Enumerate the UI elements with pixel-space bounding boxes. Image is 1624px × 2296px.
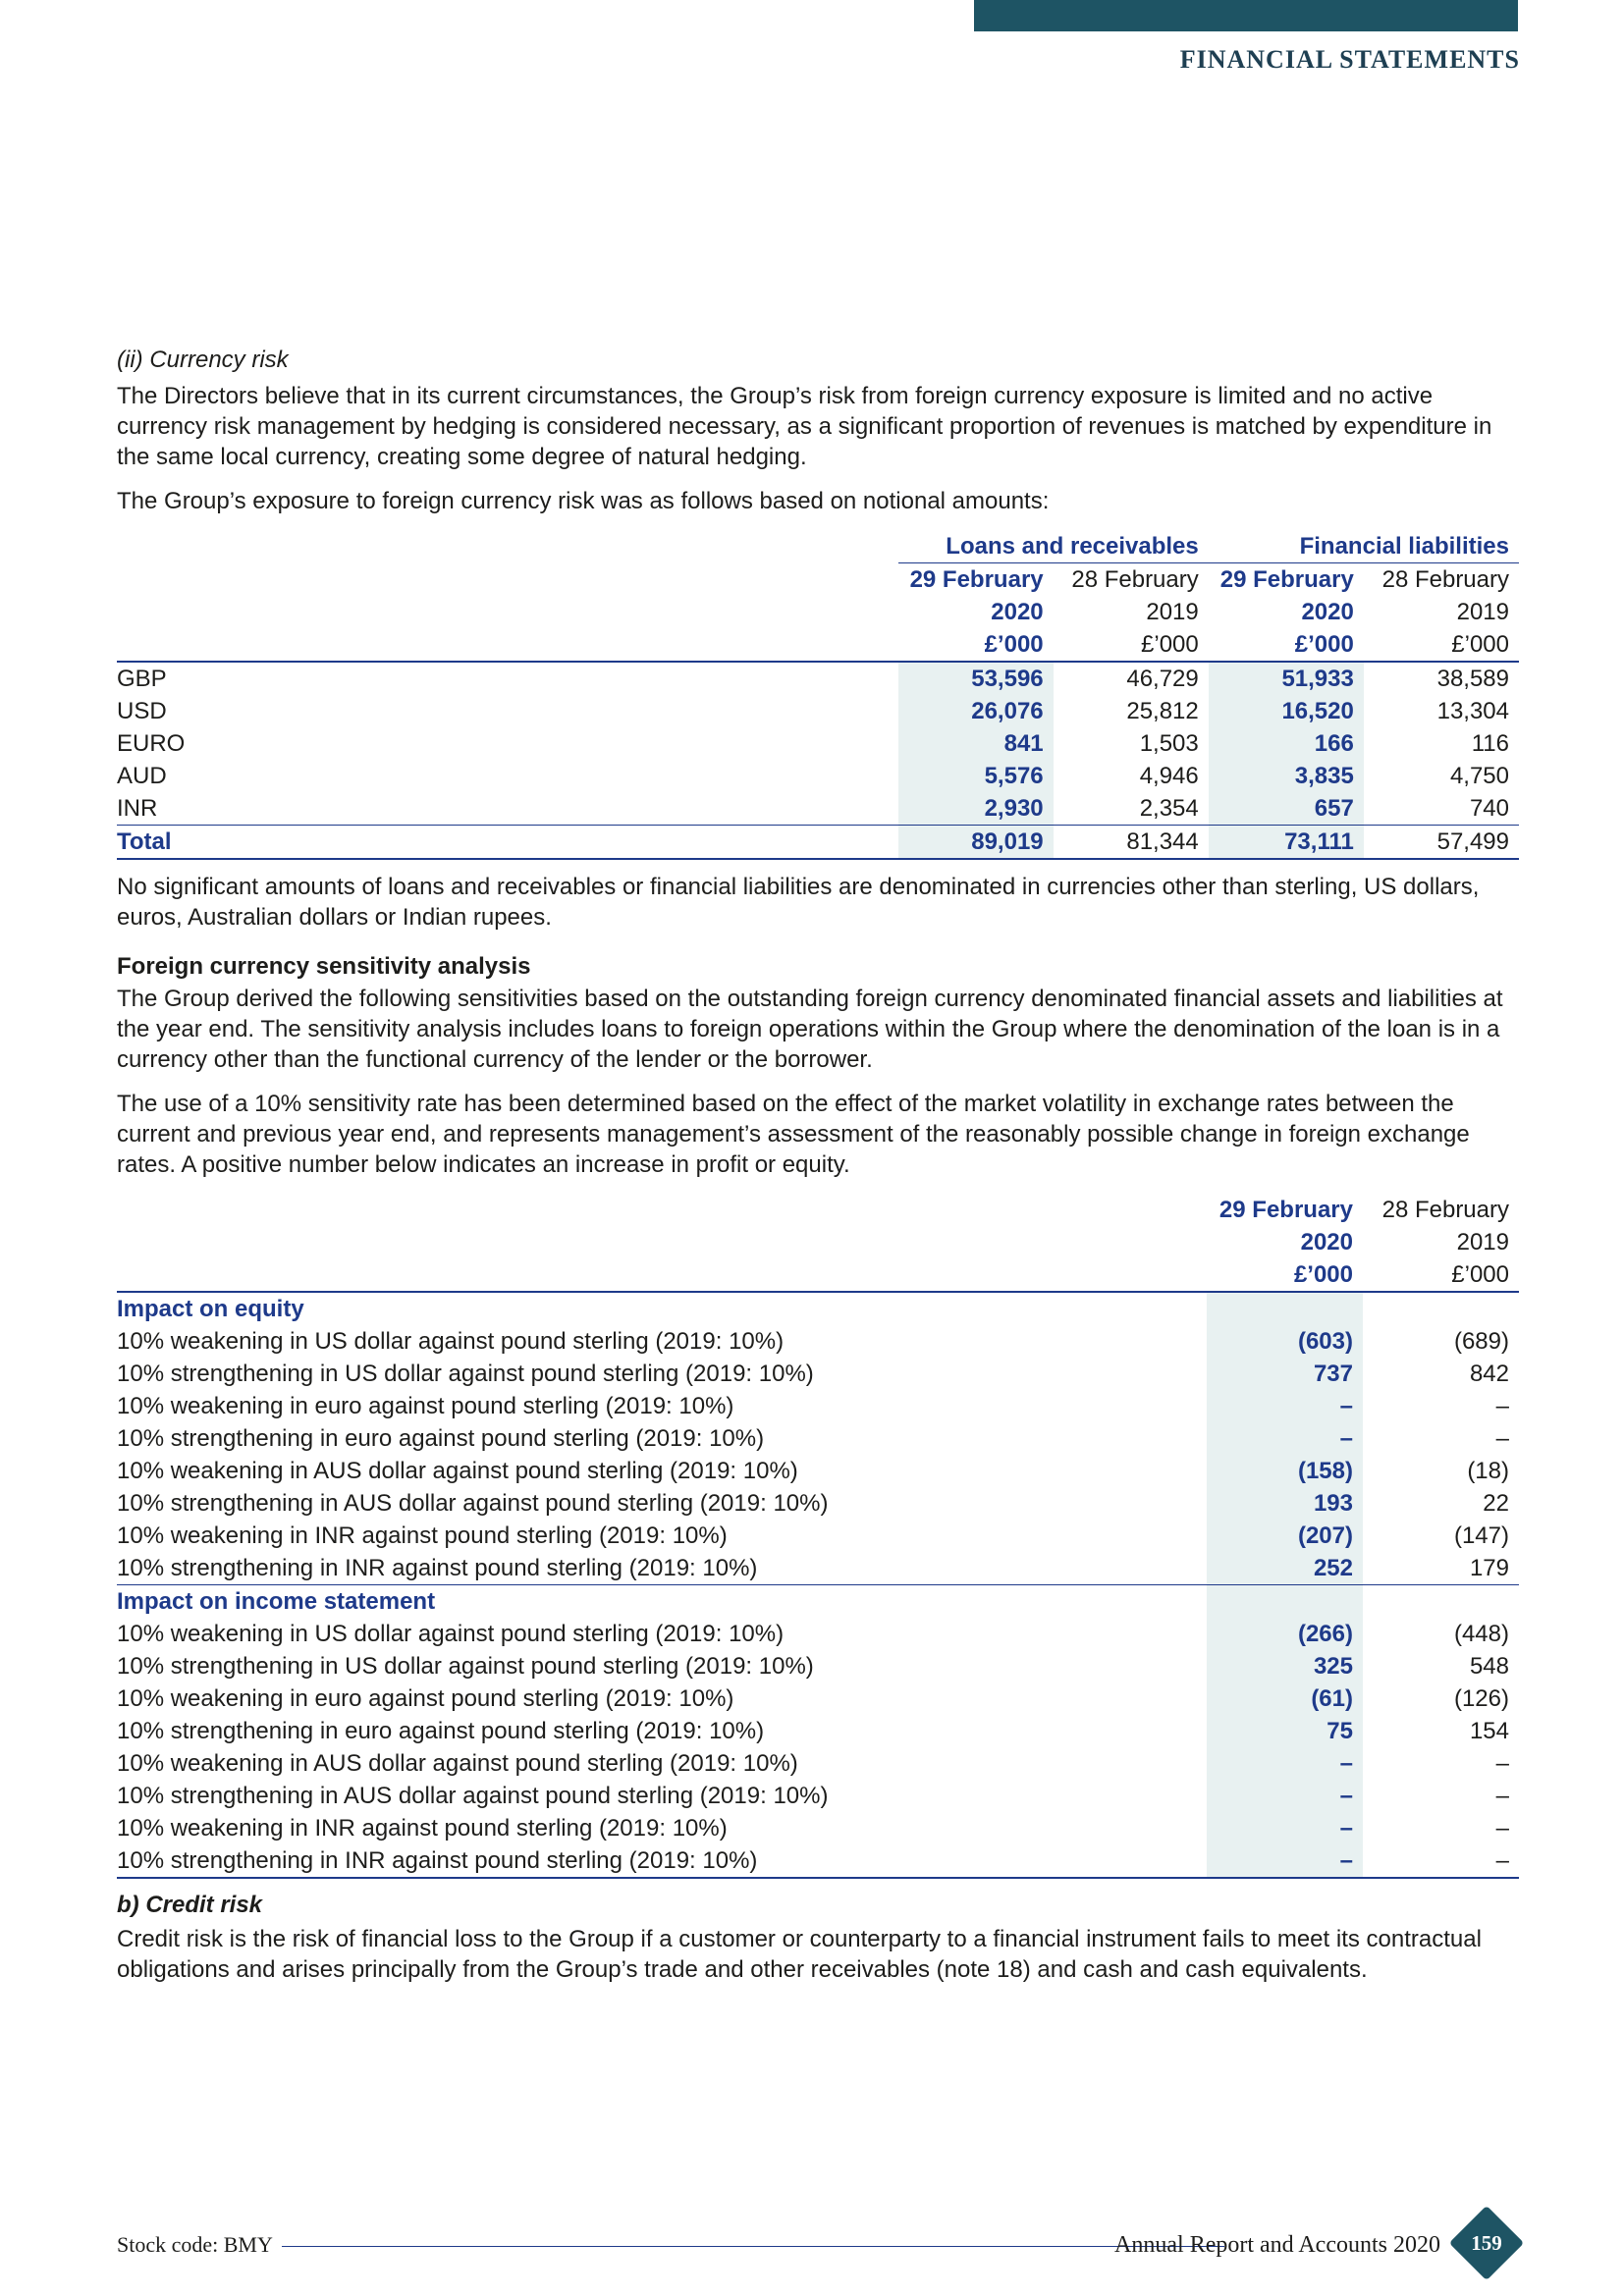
page-content <box>117 346 1519 1999</box>
table-row: USD 26,076 25,812 16,520 13,304 <box>117 695 1519 727</box>
table-section-heading: Impact on equity <box>117 1292 1519 1325</box>
table-column-header-row <box>117 563 1519 663</box>
table-row: 10% weakening in AUS dollar against pound sterling (2019: 10%) – – <box>117 1747 1519 1780</box>
table-group-header-row <box>117 530 1519 563</box>
header-color-bar <box>974 0 1518 31</box>
sensitivity-paragraph-2: The use of a 10% sensitivity rate has been determined based on the effect of the market volatility in exchange rates between the current and previous year end, and represents management’s assessment of the reasonably possible change in foreign exchange rates. A positive number below indicates an increase in profit or equity. <box>117 1091 1470 1178</box>
currency-exposure-table <box>117 530 1519 860</box>
section-title: FINANCIAL STATEMENTS <box>1179 45 1520 74</box>
column-header: 29 February 2020 £’000 <box>1207 1194 1363 1292</box>
currency-risk-paragraph-2: The Group’s exposure to foreign currency risk was as follows based on notional amounts: <box>117 488 1050 514</box>
group-header-liabilities: Financial liabilities <box>1209 530 1519 563</box>
sensitivity-table <box>117 1194 1519 1879</box>
table-row: 10% weakening in INR against pound sterling (2019: 10%) (207) (147) <box>117 1520 1519 1552</box>
stock-code: Stock code: BMY <box>117 2232 273 2257</box>
column-header: 29 February 2020 £’000 <box>898 563 1054 663</box>
page-number: 159 <box>1471 2231 1502 2255</box>
page-footer <box>117 2226 1519 2260</box>
table-row: 10% strengthening in euro against pound sterling (2019: 10%) 75 154 <box>117 1715 1519 1747</box>
table-section-heading: Impact on income statement <box>117 1585 1519 1619</box>
table-row: 10% strengthening in AUS dollar against pound sterling (2019: 10%) – – <box>117 1780 1519 1812</box>
column-header: 28 February 2019 £’000 <box>1054 563 1209 663</box>
table-total-row: Total 89,019 81,344 73,111 57,499 <box>117 826 1519 860</box>
table-row: GBP 53,596 46,729 51,933 38,589 <box>117 662 1519 695</box>
table-row: INR 2,930 2,354 657 740 <box>117 792 1519 826</box>
report-title: Annual Report and Accounts 2020 <box>1114 2232 1440 2258</box>
column-header: 29 February 2020 £’000 <box>1209 563 1364 663</box>
table-row: 10% strengthening in US dollar against pound sterling (2019: 10%) 325 548 <box>117 1650 1519 1682</box>
column-header: 28 February 2019 £’000 <box>1364 563 1519 663</box>
table-row: AUD 5,576 4,946 3,835 4,750 <box>117 760 1519 792</box>
sensitivity-paragraph-1: The Group derived the following sensitivities based on the outstanding foreign currency denominated financial assets and liabilities at the year end. The sensitivity analysis includes loans to foreign operations within the Group where the denomination of the loan is in a currency other than the functional currency of the lender or the borrower. <box>117 986 1503 1073</box>
table-row: 10% weakening in US dollar against pound sterling (2019: 10%) (603) (689) <box>117 1325 1519 1358</box>
table-row: 10% strengthening in euro against pound sterling (2019: 10%) – – <box>117 1422 1519 1455</box>
sensitivity-heading: Foreign currency sensitivity analysis <box>117 953 531 980</box>
table-row: 10% weakening in AUS dollar against pound sterling (2019: 10%) (158) (18) <box>117 1455 1519 1487</box>
footer-rule <box>282 2246 1224 2247</box>
column-header: 28 February 2019 £’000 <box>1363 1194 1519 1292</box>
table-row: 10% strengthening in INR against pound sterling (2019: 10%) – – <box>117 1844 1519 1878</box>
exposure-note: No significant amounts of loans and receivables or financial liabilities are denominated in currencies other than sterling, US dollars, euros, Australian dollars or Indian rupees. <box>117 874 1480 931</box>
table-row: 10% strengthening in INR against pound sterling (2019: 10%) 252 179 <box>117 1552 1519 1585</box>
currency-risk-paragraph-1: The Directors believe that in its current circumstances, the Group’s risk from foreign currency exposure is limited and no active currency risk management by hedging is considered necessary, as a significant proportion of revenues is matched by expenditure in the same local currency, creating some degree of natural hedging. <box>117 383 1492 470</box>
table-row: EURO 841 1,503 166 116 <box>117 727 1519 760</box>
table-row: 10% strengthening in US dollar against pound sterling (2019: 10%) 737 842 <box>117 1358 1519 1390</box>
table-column-header-row <box>117 1194 1519 1292</box>
table-row: 10% weakening in INR against pound sterling (2019: 10%) – – <box>117 1812 1519 1844</box>
table-row: 10% weakening in euro against pound sterling (2019: 10%) – – <box>117 1390 1519 1422</box>
table-row: 10% weakening in euro against pound sterling (2019: 10%) (61) (126) <box>117 1682 1519 1715</box>
group-header-loans: Loans and receivables <box>898 530 1209 563</box>
credit-risk-paragraph: Credit risk is the risk of financial loss to the Group if a customer or counterparty to a financial instrument fails to meet its contractual obligations and arises principally from the Group’s trade and other receivables (note 18) and cash and cash equivalents. <box>117 1926 1482 1983</box>
currency-risk-heading: (ii) Currency risk <box>117 347 289 373</box>
table-row: 10% weakening in US dollar against pound sterling (2019: 10%) (266) (448) <box>117 1618 1519 1650</box>
table-row: 10% strengthening in AUS dollar against pound sterling (2019: 10%) 193 22 <box>117 1487 1519 1520</box>
credit-risk-heading: b) Credit risk <box>117 1892 263 1918</box>
